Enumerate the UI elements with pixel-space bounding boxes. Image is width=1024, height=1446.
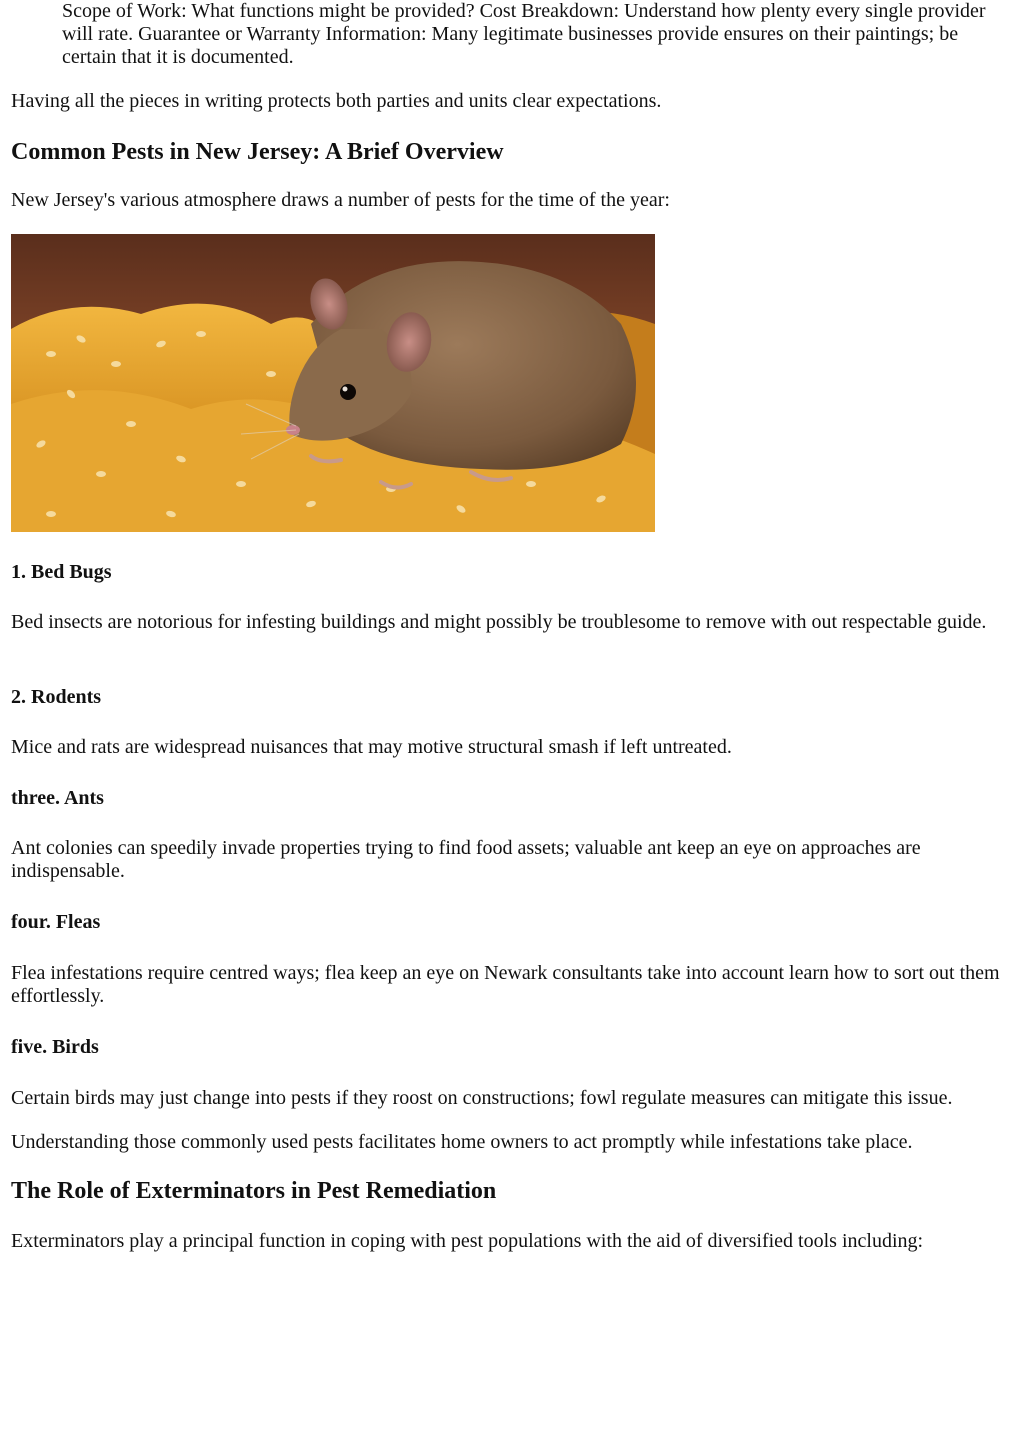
pest-text: Bed insects are notorious for infesting buildings and might possibly be troublesome to remove with out respectable guide. [11, 611, 987, 633]
pest-title: 2. Rodents [11, 686, 102, 708]
section-heading-pests: Common Pests in New Jersey: A Brief Overview [11, 139, 504, 165]
pests-summary: Understanding those commonly used pests facilitates home owners to act promptly while infestations take place. [11, 1131, 913, 1153]
pest-title: 1. Bed Bugs [11, 561, 112, 583]
section-heading-exterminators: The Role of Exterminators in Pest Remediation [11, 1178, 497, 1204]
pest-text: Mice and rats are widespread nuisances that may motive structural smash if left untreated. [11, 736, 732, 758]
pest-title: five. Birds [11, 1036, 99, 1058]
pest-title: three. Ants [11, 787, 104, 809]
pest-text: Certain birds may just change into pests if they roost on constructions; fowl regulate measures can mitigate this issue. [11, 1087, 953, 1109]
writing-paragraph: Having all the pieces in writing protects both parties and units clear expectations. [11, 90, 662, 112]
mouse-on-bread-photo [11, 234, 655, 532]
pest-title: four. Fleas [11, 911, 101, 933]
pest-text: Ant colonies can speedily invade properties trying to find food assets; valuable ant keep an eye on approaches are indispensable. [11, 837, 921, 882]
scope-paragraph: Scope of Work: What functions might be provided? Cost Breakdown: Understand how plenty every single provider will rate. Guarantee or Warranty Information: Many legitimate businesses provide ensures on their paintings; be certain that it is documented. [62, 0, 986, 68]
exterminators-intro: Exterminators play a principal function in coping with pest populations with the aid of diversified tools including: [11, 1230, 924, 1252]
pest-text: Flea infestations require centred ways; flea keep an eye on Newark consultants take into account learn how to sort out them effortlessly. [11, 962, 1000, 1007]
pests-intro: New Jersey's various atmosphere draws a number of pests for the time of the year: [11, 189, 670, 211]
